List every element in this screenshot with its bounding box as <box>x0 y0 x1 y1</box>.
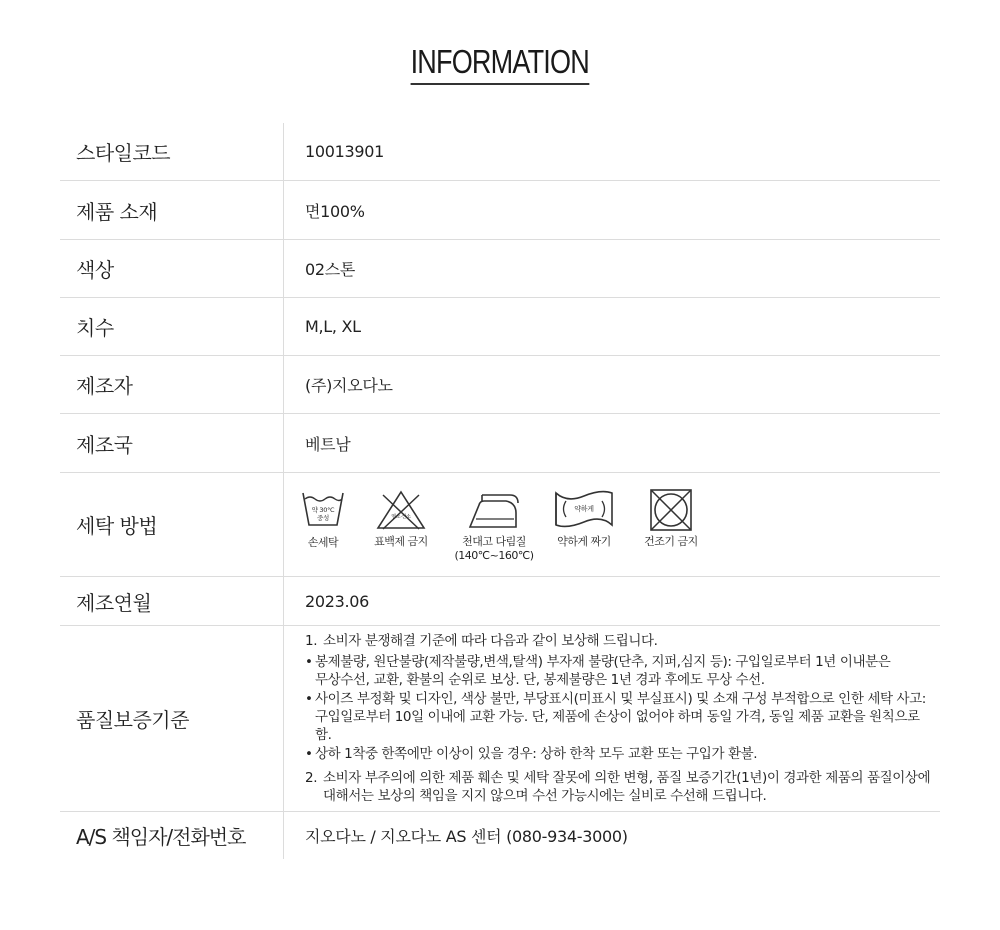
quality-text <box>305 632 940 805</box>
care-caption: 표백제 금지 <box>374 535 428 548</box>
row-label: 제조연월 <box>60 577 284 626</box>
row-country <box>60 414 940 473</box>
item-text: 소비자 분쟁해결 기준에 따라 다음과 같이 보상해 드립니다. <box>323 632 658 649</box>
row-size <box>60 298 940 356</box>
row-value: 베트남 <box>284 414 941 473</box>
wring-text: 약하게 <box>574 505 594 513</box>
item-number: 2. <box>305 769 318 786</box>
bullet-line: 무상수선, 교환, 환불의 순위로 보상. 단, 봉제불량은 1년 경과 후에도 무상 수선. <box>315 671 765 688</box>
washing-icons <box>284 473 940 576</box>
row-value: 02스톤 <box>284 240 941 298</box>
row-value: 2023.06 <box>284 577 941 626</box>
quality-item-1 <box>305 632 940 650</box>
row-value: 10013901 <box>284 123 941 181</box>
row-label: A/S 책임자/전화번호 <box>60 812 284 860</box>
care-no-tumble-dry <box>634 489 708 549</box>
row-date <box>60 577 940 626</box>
item-number: 1. <box>305 632 318 649</box>
page-title: INFORMATION <box>411 42 589 85</box>
quality-item-2 <box>305 769 940 805</box>
row-label: 제조국 <box>60 414 284 473</box>
row-value: M,L, XL <box>284 298 941 356</box>
row-label: 세탁 방법 <box>60 473 284 577</box>
title-wrap <box>0 42 1000 85</box>
wring-icon <box>553 489 615 529</box>
bullet-mark: • <box>305 653 313 670</box>
care-caption-2: (140℃~160℃) <box>454 549 534 562</box>
row-style-code <box>60 123 940 181</box>
bullet-line: 사이즈 부정확 및 디자인, 색상 불만, 부당표시(미표시 및 부실표시) 및 소재 구성 부적합으로 인한 세탁 사고: <box>315 690 926 707</box>
care-iron <box>452 489 536 563</box>
row-label: 치수 <box>60 298 284 356</box>
hand-wash-text-1: 약 30°C <box>311 506 335 514</box>
row-quality <box>60 626 940 812</box>
care-caption: 약하게 짜기 <box>557 535 611 548</box>
hand-wash-icon <box>301 489 345 529</box>
care-wring <box>549 489 619 549</box>
care-caption: 천대고 다림질 <box>462 535 526 548</box>
bullet-line: 봉제불량, 원단불량(제작불량,변색,탈색) 부자재 불량(단추, 지퍼,심지 등): 구입일로부터 1년 이내분은 <box>315 653 891 670</box>
washing-icons-cell <box>284 473 941 577</box>
bullet-mark: • <box>305 690 313 707</box>
row-washing <box>60 473 940 577</box>
info-table <box>60 123 940 859</box>
row-as <box>60 812 940 860</box>
row-material <box>60 181 940 240</box>
quality-bullet-1 <box>305 653 940 689</box>
bullet-text <box>315 653 940 689</box>
row-color <box>60 240 940 298</box>
quality-bullet-3 <box>305 745 940 763</box>
bullet-text <box>315 690 940 744</box>
row-value: (주)지오다노 <box>284 356 941 414</box>
quality-cell <box>284 626 941 812</box>
hand-wash-text-2: 중성 <box>317 514 329 522</box>
bullet-text: 상하 1착중 한쪽에만 이상이 있을 경우: 상하 한착 모두 교환 또는 구입가 환불. <box>315 745 758 762</box>
care-hand-wash <box>294 489 352 550</box>
row-label: 제품 소재 <box>60 181 284 240</box>
no-tumble-dry-icon <box>648 489 694 531</box>
no-bleach-icon <box>375 489 427 531</box>
iron-icon <box>466 489 522 531</box>
row-manufacturer <box>60 356 940 414</box>
bullet-mark: • <box>305 745 313 762</box>
care-no-bleach <box>370 489 432 549</box>
row-value: 면100% <box>284 181 941 240</box>
care-caption: 손세탁 <box>307 536 339 549</box>
item-line: 소비자 부주의에 의한 제품 훼손 및 세탁 잘못에 의한 변형, 품질 보증기간(1년)이 경과한 제품의 품질이상에 <box>323 769 931 786</box>
care-caption: 건조기 금지 <box>644 535 698 548</box>
row-label: 색상 <box>60 240 284 298</box>
row-value: 지오다노 / 지오다노 AS 센터 (080-934-3000) <box>305 827 628 846</box>
quality-bullet-2 <box>305 690 940 744</box>
item-line: 대해서는 보상의 책임을 지지 않으며 수선 가능시에는 실비로 수선해 드립니다. <box>323 787 767 804</box>
no-bleach-text: 염소·산소 <box>391 514 411 520</box>
row-label: 품질보증기준 <box>60 626 284 812</box>
row-label: 제조자 <box>60 356 284 414</box>
item-text <box>323 769 940 805</box>
bullet-line: 구입일로부터 10일 이내에 교환 가능. 단, 제품에 손상이 없어야 하며 동일 가격, 동일 제품 교환을 원칙으로 함. <box>315 708 920 743</box>
row-label: 스타일코드 <box>60 123 284 181</box>
